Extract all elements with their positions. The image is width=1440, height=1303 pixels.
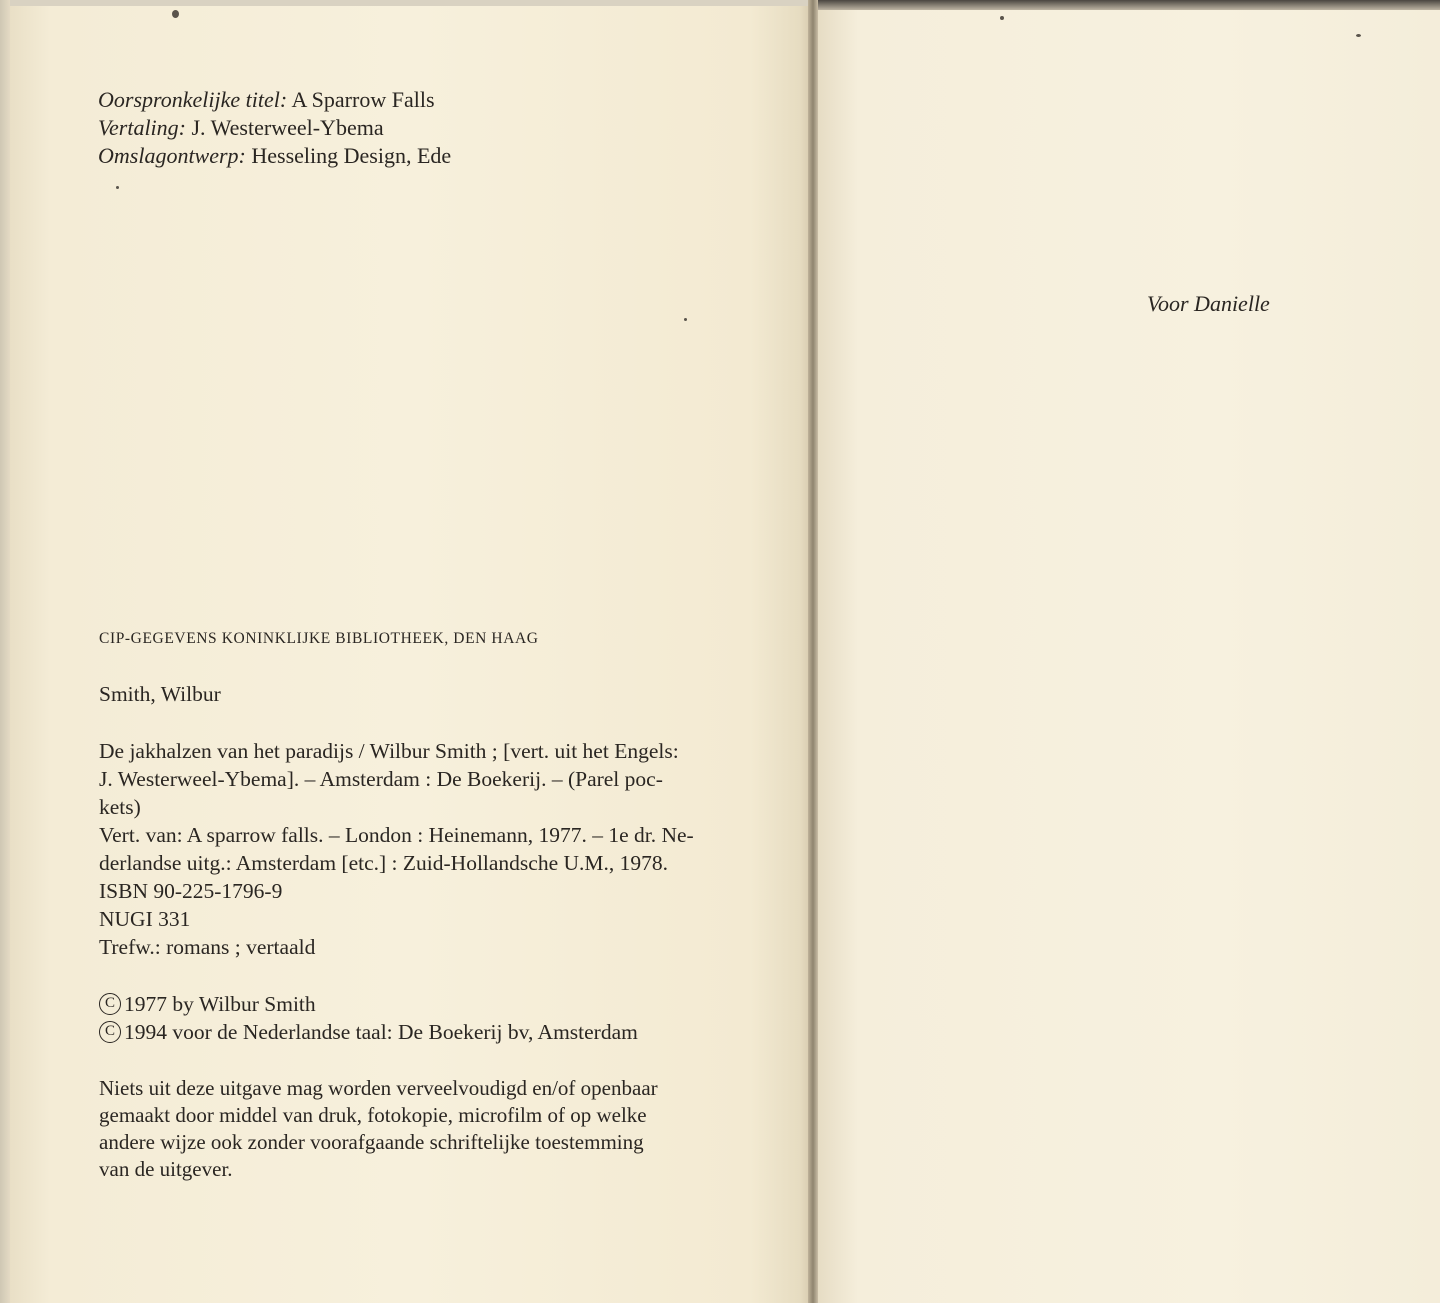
copyright-icon: C bbox=[99, 993, 121, 1015]
copyright-icon: C bbox=[99, 1021, 121, 1043]
rights-line: van de uitgever. bbox=[99, 1157, 233, 1181]
credit-original-title: Oorspronkelijke titel: A Sparrow Falls bbox=[98, 87, 435, 112]
book-spine bbox=[808, 0, 818, 1303]
nugi-line: NUGI 331 bbox=[99, 907, 191, 931]
description-line: J. Westerweel-Ybema]. – Amsterdam : De Boekerij. – (Parel poc- bbox=[99, 767, 663, 791]
paper-speck bbox=[1000, 16, 1004, 20]
paper-speck bbox=[116, 186, 119, 189]
paper-speck bbox=[172, 10, 179, 18]
rights-line: andere wijze ook zonder voorafgaande schriftelijke toestemming bbox=[99, 1130, 644, 1154]
copyright-line: C 1994 voor de Nederlandse taal: De Boekerij bv, Amsterdam bbox=[99, 1018, 771, 1046]
cip-heading: CIP-GEGEVENS KONINKLIJKE BIBLIOTHEEK, DEN HAAG bbox=[99, 630, 539, 647]
paper-speck bbox=[684, 318, 687, 321]
isbn-line: ISBN 90-225-1796-9 bbox=[99, 879, 283, 903]
rights-notice bbox=[99, 1075, 771, 1183]
dedication: Voor Danielle bbox=[1147, 291, 1270, 316]
description-line: kets) bbox=[99, 795, 141, 819]
credits-block bbox=[98, 86, 451, 170]
book-edge-top bbox=[818, 0, 1440, 10]
copyright-line: C 1977 by Wilbur Smith bbox=[99, 990, 771, 1018]
rights-line: Niets uit deze uitgave mag worden verveelvoudigd en/of openbaar bbox=[99, 1076, 658, 1100]
credit-cover-design: Omslagontwerp: Hesseling Design, Ede bbox=[98, 143, 452, 168]
book-edge-left bbox=[0, 0, 10, 1303]
copyright-block bbox=[99, 990, 771, 1046]
right-page bbox=[818, 10, 1440, 1303]
keywords-line: Trefw.: romans ; vertaald bbox=[99, 935, 316, 959]
description-line: De jakhalzen van het paradijs / Wilbur Smith ; [vert. uit het Engels: bbox=[99, 739, 679, 763]
rights-line: gemaakt door middel van druk, fotokopie, microfilm of op welke bbox=[99, 1103, 647, 1127]
paper-speck bbox=[1356, 34, 1361, 37]
description-line: Vert. van: A sparrow falls. – London : Heinemann, 1977. – 1e dr. Ne- bbox=[99, 823, 694, 847]
credit-translation: Vertaling: J. Westerweel-Ybema bbox=[98, 115, 384, 140]
description-line: derlandse uitg.: Amsterdam [etc.] : Zuid-Hollandsche U.M., 1978. bbox=[99, 851, 669, 875]
catalog-description bbox=[99, 737, 771, 961]
author-name: Smith, Wilbur bbox=[99, 682, 221, 706]
